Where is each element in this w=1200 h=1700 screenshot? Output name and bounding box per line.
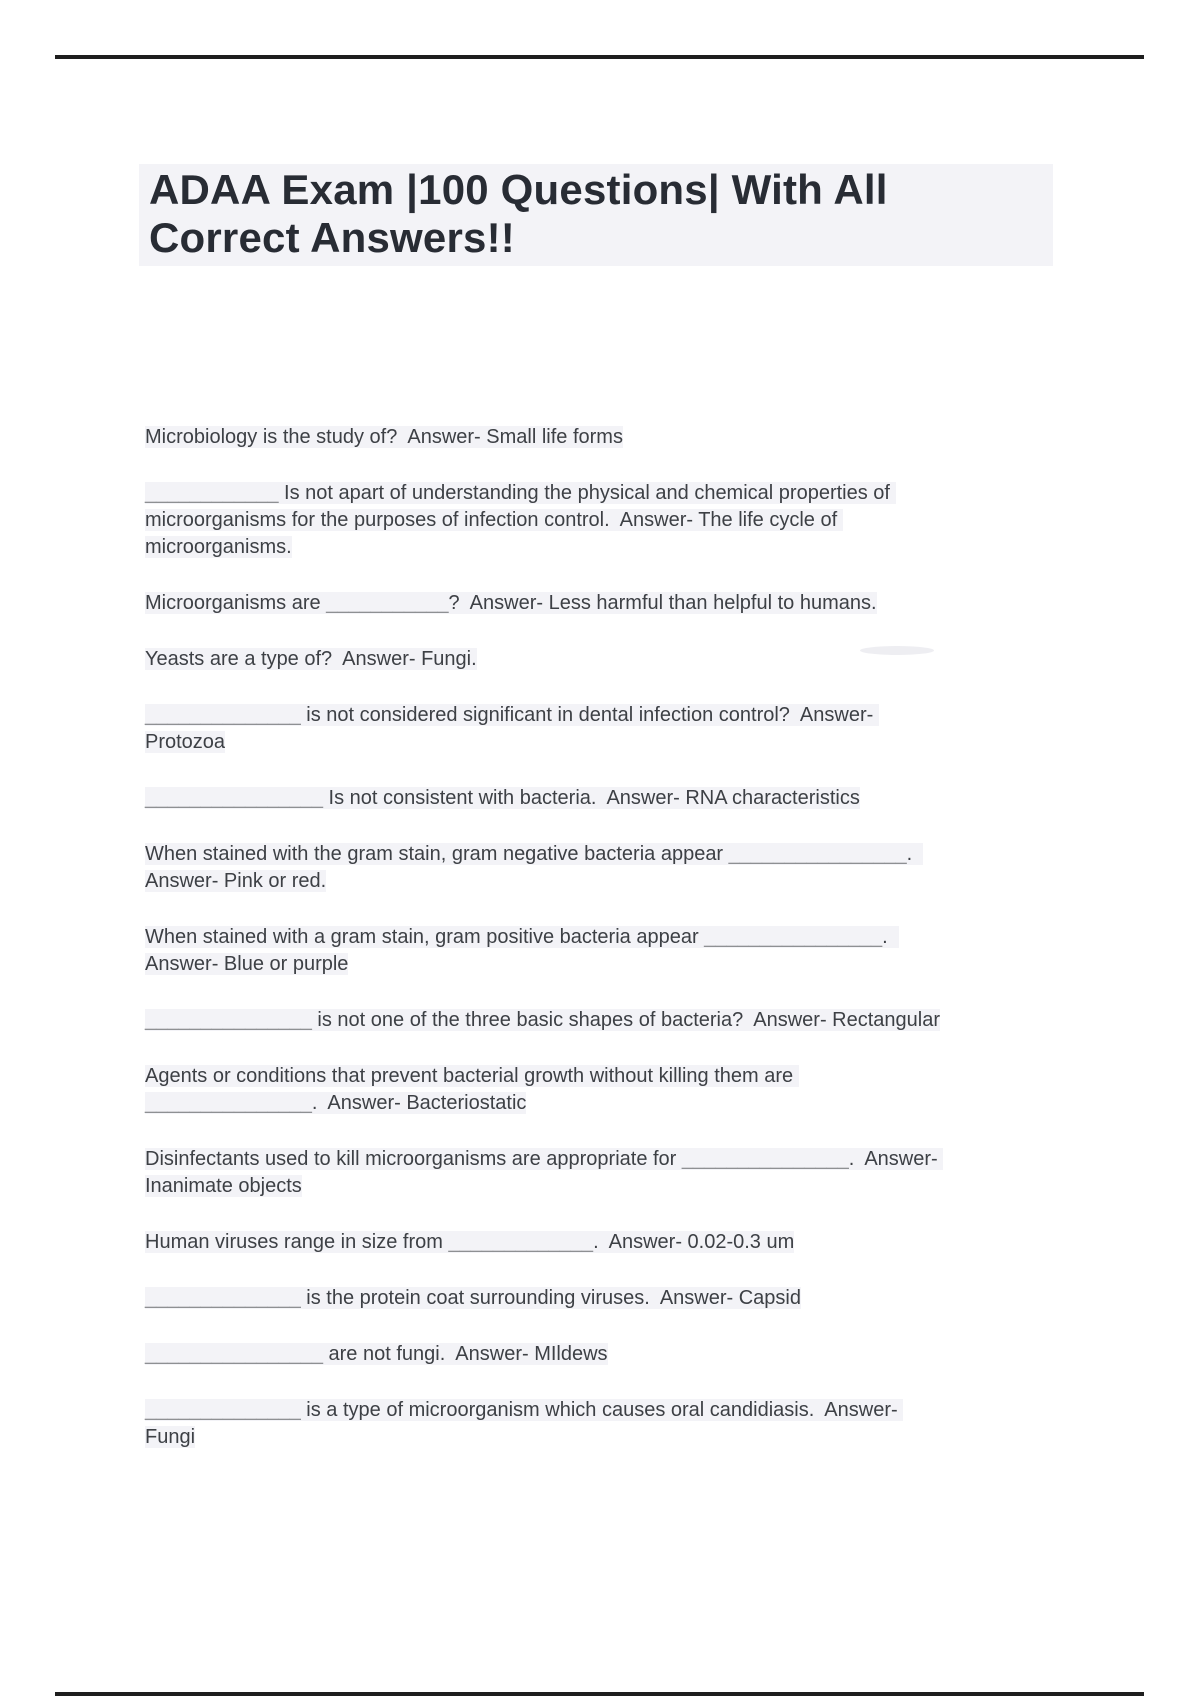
qa-item — [145, 785, 945, 812]
qa-item-text: ________________ Is not consistent with bacteria. Answer- RNA characteristics — [145, 787, 860, 809]
qa-item-text: ____________ Is not apart of understanding the physical and chemical properties of microorganisms for the purposes of infection control. Answer- The life cycle of microorganisms. — [145, 482, 896, 558]
qa-item-text: _______________ is not one of the three basic shapes of bacteria? Answer- Rectangular — [145, 1009, 941, 1031]
title-line: ADAA Exam |100 Questions| With All — [149, 166, 888, 214]
qa-item-text: ______________ is a type of microorganism which causes oral candidiasis. Answer- Fungi — [145, 1399, 904, 1448]
qa-item-text: ______________ is not considered significant in dental infection control? Answer- Protozoa — [145, 704, 879, 753]
blank-underline: ________________ — [704, 926, 883, 948]
qa-item — [145, 1063, 945, 1117]
qa-item — [145, 924, 945, 978]
title-line: Correct Answers!! — [149, 214, 515, 262]
scan-smudge — [860, 646, 934, 655]
qa-item — [145, 480, 945, 561]
qa-list — [145, 424, 945, 1480]
top-rule — [55, 55, 1144, 59]
qa-item-text: ______________ is the protein coat surrounding viruses. Answer- Capsid — [145, 1287, 801, 1309]
qa-item-text: Agents or conditions that prevent bacterial growth without killing them are _______________. Answer- Bacteriostatic — [145, 1065, 799, 1114]
blank-underline: _______________ — [681, 1148, 849, 1170]
qa-item — [145, 1285, 945, 1312]
qa-item-text: Microbiology is the study of? Answer- Small life forms — [145, 426, 623, 448]
qa-item — [145, 1146, 945, 1200]
qa-item-text: Yeasts are a type of? Answer- Fungi. — [145, 648, 477, 670]
qa-item — [145, 590, 945, 617]
qa-item — [145, 702, 945, 756]
qa-item-text: Disinfectants used to kill microorganisms are appropriate for _______________. Answer- Inanimate objects — [145, 1148, 944, 1197]
blank-underline: _____________ — [448, 1231, 594, 1253]
blank-underline: ________________ — [145, 787, 323, 809]
blank-underline: _______________ — [145, 1009, 312, 1031]
blank-underline: _______________ — [145, 1092, 312, 1114]
bottom-rule — [55, 1692, 1144, 1696]
qa-item — [145, 646, 945, 673]
qa-item — [145, 1341, 945, 1368]
qa-item — [145, 1397, 945, 1451]
blank-underline: ___________ — [326, 592, 449, 614]
qa-item — [145, 1229, 945, 1256]
qa-item-text: Microorganisms are ___________? Answer- Less harmful than helpful to humans. — [145, 592, 877, 614]
qa-item-text: Human viruses range in size from _____________. Answer- 0.02-0.3 um — [145, 1231, 795, 1253]
blank-underline: ________________ — [728, 843, 907, 865]
qa-item — [145, 1007, 945, 1034]
blank-underline: ______________ — [145, 704, 301, 726]
qa-item — [145, 424, 945, 451]
qa-item — [145, 841, 945, 895]
qa-item-text: ________________ are not fungi. Answer- MIldews — [145, 1343, 608, 1365]
document-title — [139, 164, 1053, 266]
blank-underline: ________________ — [145, 1343, 323, 1365]
blank-underline: ______________ — [145, 1399, 301, 1421]
blank-underline: ______________ — [145, 1287, 301, 1309]
blank-underline: ____________ — [145, 482, 279, 504]
qa-item-text: When stained with a gram stain, gram positive bacteria appear ________________. Answer- Blue or purple — [145, 926, 899, 975]
qa-item-text: When stained with the gram stain, gram negative bacteria appear ________________. Answer- Pink or red. — [145, 843, 924, 892]
